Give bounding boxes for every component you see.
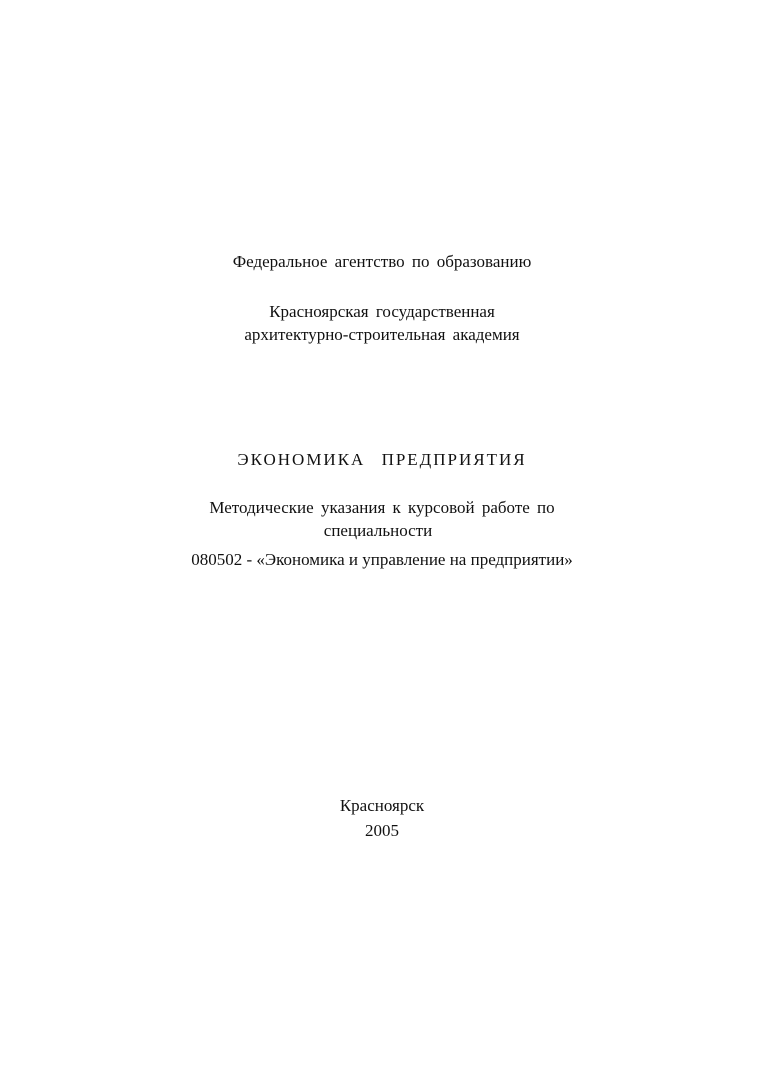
subtitle-line2: специальности [323,521,433,540]
institution-name-line2: архитектурно-строительная академия [244,325,520,344]
document-title: ЭКОНОМИКА ПРЕДПРИЯТИЯ [237,450,527,469]
subtitle-line1: Методические указания к курсовой работе по [209,498,555,517]
subtitle-line3: 080502 - «Экономика и управление на предприятии» [191,550,573,569]
agency-name: Федеральное агентство по образованию [232,252,532,271]
institution-name-line1: Красноярская государственная [269,302,495,321]
publication-year: 2005 [365,821,399,840]
publication-city: Красноярск [339,796,425,815]
